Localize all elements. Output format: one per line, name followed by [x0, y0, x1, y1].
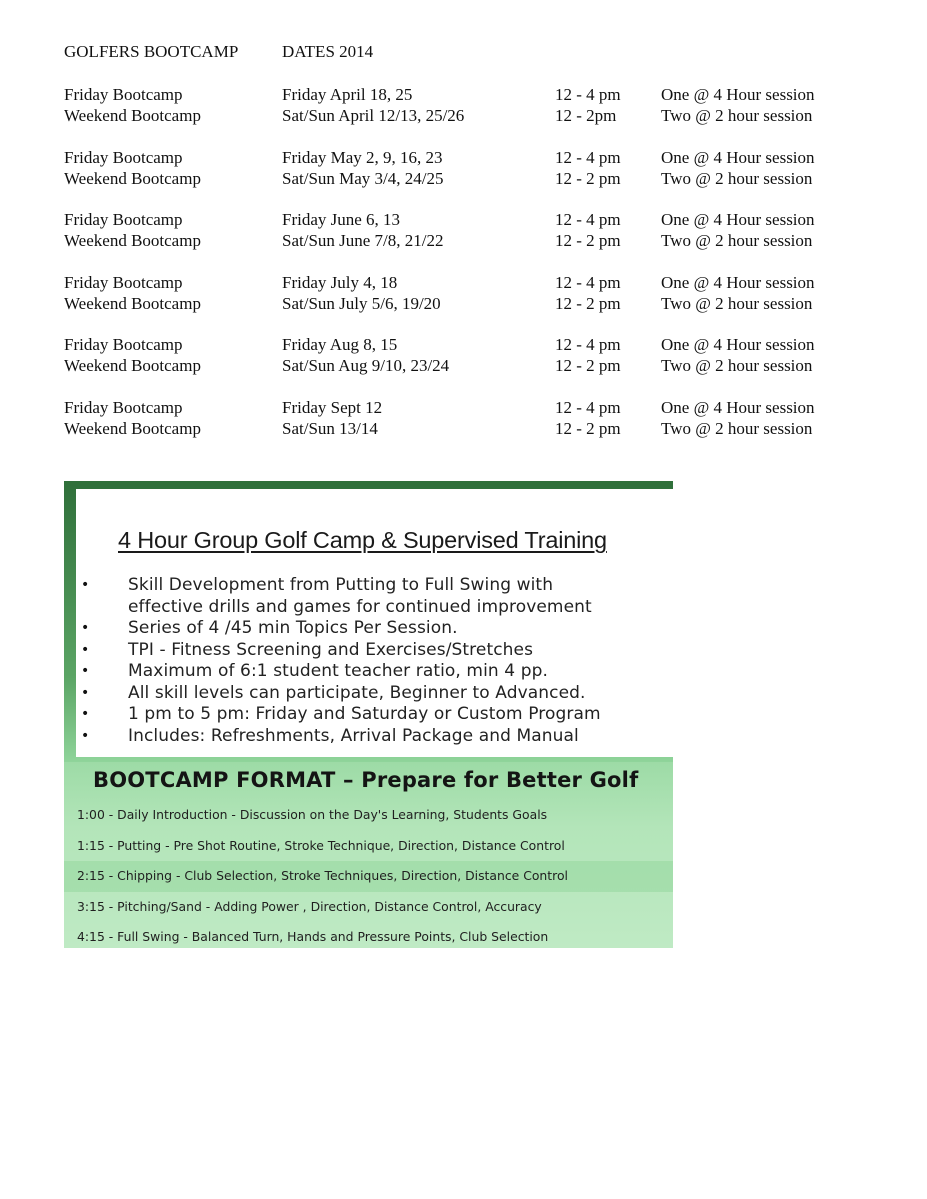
program-dates: Friday May 2, 9, 16, 23 — [282, 147, 443, 167]
feature-text: TPI - Fitness Screening and Exercises/Stretches — [128, 639, 534, 660]
schedule-row-weekend — [64, 105, 864, 126]
format-item: 4:15 - Full Swing - Balanced Turn, Hands and Pressure Points, Club Selection — [77, 929, 549, 944]
program-time: 12 - 2pm — [555, 106, 617, 125]
program-name: Friday Bootcamp — [64, 272, 183, 292]
program-dates: Friday July 4, 18 — [282, 272, 398, 292]
feature-item — [76, 704, 673, 726]
header-title: GOLFERS BOOTCAMP — [64, 42, 239, 61]
program-session: One @ 4 Hour session — [661, 85, 815, 104]
program-name: Friday Bootcamp — [64, 147, 183, 167]
schedule-row-friday — [64, 147, 864, 168]
program-name: Weekend Bootcamp — [64, 231, 201, 251]
schedule-group — [64, 84, 864, 147]
program-name: Friday Bootcamp — [64, 335, 183, 355]
schedule-group — [64, 334, 864, 397]
schedule-group — [64, 272, 864, 335]
schedule-row-friday — [64, 334, 864, 355]
bootcamp-flyer — [64, 481, 673, 948]
program-name: Weekend Bootcamp — [64, 168, 201, 188]
program-name: Friday Bootcamp — [64, 210, 183, 230]
format-item: 1:00 - Daily Introduction - Discussion on the Day's Learning, Students Goals — [77, 807, 548, 822]
program-session: One @ 4 Hour session — [661, 397, 815, 417]
feature-item — [76, 683, 673, 705]
program-session: One @ 4 Hour session — [661, 147, 815, 167]
program-session: Two @ 2 hour session — [661, 418, 813, 438]
schedule-row-friday — [64, 209, 864, 230]
program-dates: Friday April 18, 25 — [282, 85, 413, 104]
schedule-row-weekend — [64, 230, 864, 251]
schedule-row-weekend — [64, 355, 864, 376]
program-name: Friday Bootcamp — [64, 85, 183, 104]
program-session: One @ 4 Hour session — [661, 335, 815, 355]
program-dates: Sat/Sun Aug 9/10, 23/24 — [282, 356, 450, 376]
flyer-top-panel — [64, 481, 673, 762]
format-item: 3:15 - Pitching/Sand - Adding Power , Direction, Distance Control, Accuracy — [77, 898, 542, 914]
bullet-icon: • — [81, 706, 90, 722]
feature-text: 1 pm to 5 pm: Friday and Saturday or Custom Program — [128, 704, 601, 724]
schedule-row-friday — [64, 84, 864, 105]
header-subtitle: DATES 2014 — [282, 42, 374, 61]
format-item: 1:15 - Putting - Pre Shot Routine, Stroke Technique, Direction, Distance Control — [77, 837, 565, 853]
feature-item — [76, 575, 673, 618]
flyer-info-card — [76, 489, 673, 757]
feature-list — [76, 575, 673, 747]
format-title: BOOTCAMP FORMAT – Prepare for Better Golf — [93, 768, 639, 792]
program-time: 12 - 2 pm — [555, 418, 621, 438]
program-time: 12 - 4 pm — [555, 335, 621, 355]
program-name: Weekend Bootcamp — [64, 356, 201, 376]
schedule-row-friday — [64, 397, 864, 418]
bullet-icon: • — [81, 727, 90, 744]
schedule-row-weekend — [64, 293, 864, 314]
schedule-row-weekend — [64, 168, 864, 189]
format-item: 2:15 - Chipping - Club Selection, Stroke Techniques, Direction, Distance Control — [64, 861, 673, 892]
program-name: Weekend Bootcamp — [64, 106, 201, 125]
program-time: 12 - 2 pm — [555, 356, 621, 376]
program-session: One @ 4 Hour session — [661, 272, 815, 292]
bullet-icon: • — [81, 620, 90, 636]
feature-text: Maximum of 6:1 student teacher ratio, min 4 pp. — [128, 661, 548, 681]
feature-text: All skill levels can participate, Beginner to Advanced. — [128, 682, 586, 703]
program-time: 12 - 4 pm — [555, 397, 621, 417]
program-dates: Sat/Sun May 3/4, 24/25 — [282, 168, 444, 188]
program-name: Weekend Bootcamp — [64, 418, 201, 438]
program-name: Friday Bootcamp — [64, 397, 183, 417]
feature-text: Skill Development from Putting to Full Swing with effective drills and games for continued improvement — [128, 575, 592, 617]
program-dates: Sat/Sun 13/14 — [282, 418, 378, 438]
program-session: Two @ 2 hour session — [661, 231, 813, 251]
program-time: 12 - 4 pm — [555, 85, 621, 104]
program-session: Two @ 2 hour session — [661, 293, 813, 313]
program-name: Weekend Bootcamp — [64, 293, 201, 313]
program-dates: Friday Sept 12 — [282, 397, 383, 417]
program-dates: Friday Aug 8, 15 — [282, 335, 398, 355]
program-session: Two @ 2 hour session — [661, 356, 813, 376]
program-dates: Sat/Sun July 5/6, 19/20 — [282, 293, 441, 313]
program-dates: Sat/Sun April 12/13, 25/26 — [282, 106, 465, 125]
bullet-icon: • — [81, 684, 90, 701]
flyer-title: 4 Hour Group Golf Camp & Supervised Training — [118, 527, 607, 553]
program-time: 12 - 2 pm — [555, 168, 621, 188]
schedule-group — [64, 397, 864, 460]
program-dates: Sat/Sun June 7/8, 21/22 — [282, 231, 444, 251]
bullet-icon: • — [81, 663, 90, 679]
program-time: 12 - 2 pm — [555, 293, 621, 313]
schedule-group — [64, 209, 864, 272]
schedule-table — [64, 84, 864, 460]
program-session: Two @ 2 hour session — [661, 168, 813, 188]
feature-text: Includes: Refreshments, Arrival Package and Manual — [128, 725, 579, 746]
program-dates: Friday June 6, 13 — [282, 210, 401, 230]
schedule-row-weekend — [64, 418, 864, 439]
schedule-group — [64, 147, 864, 210]
bullet-icon: • — [81, 577, 90, 593]
program-time: 12 - 4 pm — [555, 272, 621, 292]
feature-item — [76, 618, 673, 640]
program-time: 12 - 2 pm — [555, 231, 621, 251]
program-time: 12 - 4 pm — [555, 147, 621, 167]
document-header — [64, 42, 374, 62]
program-session: One @ 4 Hour session — [661, 210, 815, 230]
format-list — [64, 800, 673, 948]
feature-item — [76, 661, 673, 683]
program-session: Two @ 2 hour session — [661, 106, 813, 125]
feature-text: Series of 4 /45 min Topics Per Session. — [128, 618, 458, 638]
program-time: 12 - 4 pm — [555, 210, 621, 230]
flyer-format-panel — [64, 762, 673, 948]
feature-item — [76, 726, 673, 748]
feature-item — [76, 640, 673, 662]
bullet-icon: • — [81, 641, 90, 658]
schedule-row-friday — [64, 272, 864, 293]
